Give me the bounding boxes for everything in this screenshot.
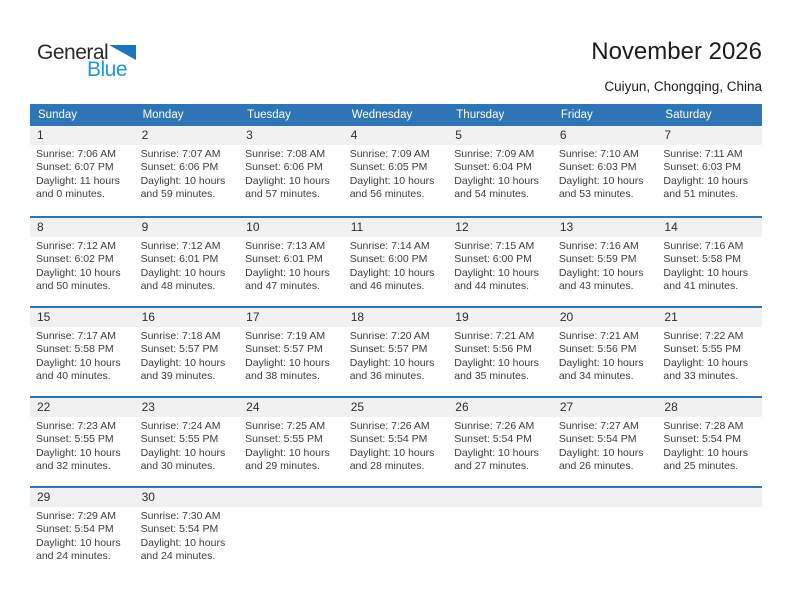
day-cell [657, 398, 762, 486]
day-info [36, 510, 131, 564]
day-cell [448, 398, 553, 486]
day-info-line: Sunrise: 7:29 AM [36, 510, 116, 522]
day-info-line: Daylight: 10 hours and 32 minutes. [36, 446, 121, 473]
day-info-line: Sunrise: 7:09 AM [454, 148, 535, 160]
logo-text-blue: Blue [87, 58, 128, 81]
day-info [454, 148, 549, 202]
day-info [245, 420, 340, 474]
day-cell [30, 398, 135, 486]
day-info [350, 240, 445, 294]
day-info-line: Daylight: 10 hours and 25 minutes. [663, 446, 749, 473]
calendar-week-row [30, 126, 762, 216]
day-info [663, 330, 758, 384]
day-info-line: Daylight: 10 hours and 54 minutes. [454, 174, 539, 201]
day-info [454, 240, 549, 294]
day-info-line: Sunset: 6:03 PM [558, 161, 637, 174]
day-info-line: Sunrise: 7:07 AM [140, 148, 221, 160]
day-number: 8 [37, 220, 44, 234]
day-info-line: Daylight: 10 hours and 24 minutes. [140, 536, 226, 563]
day-info-line: Sunset: 5:59 PM [558, 253, 637, 266]
day-cell [553, 398, 658, 486]
day-number: 13 [559, 220, 574, 234]
day-info-line: Sunrise: 7:17 AM [36, 330, 116, 342]
day-info-line: Sunset: 5:54 PM [349, 433, 428, 446]
day-cell [30, 218, 135, 306]
weekday-header-row [30, 104, 762, 126]
day-cell [553, 126, 658, 216]
page-title: November 2026 [591, 38, 762, 65]
day-info-line: Daylight: 10 hours and 34 minutes. [558, 356, 644, 383]
day-info [36, 148, 131, 202]
day-cell [657, 126, 762, 216]
day-info-line: Sunset: 5:55 PM [140, 433, 219, 446]
day-cell [135, 488, 240, 576]
day-cell [553, 218, 658, 306]
day-cell [30, 488, 135, 576]
day-info-line: Daylight: 10 hours and 27 minutes. [454, 446, 539, 473]
day-info [245, 148, 340, 202]
day-info [245, 330, 340, 384]
day-info-line: Sunrise: 7:12 AM [140, 240, 221, 252]
day-cell [239, 218, 344, 306]
day-info-line: Sunrise: 7:14 AM [349, 240, 430, 252]
day-number: 23 [141, 400, 155, 414]
day-info-line: Daylight: 10 hours and 59 minutes. [140, 174, 226, 201]
day-info-line: Daylight: 10 hours and 44 minutes. [454, 266, 539, 293]
day-info-line: Sunset: 5:56 PM [558, 343, 637, 356]
calendar-week-row [30, 486, 762, 576]
day-info-line: Daylight: 10 hours and 47 minutes. [245, 266, 330, 293]
day-info-line: Daylight: 10 hours and 53 minutes. [558, 174, 644, 201]
day-number: 7 [664, 128, 672, 142]
day-info [663, 240, 758, 294]
day-info-line: Daylight: 10 hours and 35 minutes. [454, 356, 539, 383]
day-info-line: Daylight: 10 hours and 46 minutes. [349, 266, 435, 293]
day-info-line: Daylight: 10 hours and 39 minutes. [140, 356, 226, 383]
day-number: 14 [664, 220, 678, 234]
day-info-line: Sunset: 5:54 PM [663, 433, 742, 446]
day-info-line: Daylight: 10 hours and 57 minutes. [245, 174, 330, 201]
day-info-line: Daylight: 10 hours and 56 minutes. [349, 174, 435, 201]
day-info-line: Daylight: 10 hours and 33 minutes. [663, 356, 749, 383]
day-info-line: Sunset: 6:00 PM [349, 253, 428, 266]
calendar-week-row [30, 216, 762, 306]
day-cell [135, 308, 240, 396]
day-info-line: Sunset: 5:57 PM [349, 343, 428, 356]
day-info-line: Sunrise: 7:16 AM [663, 240, 744, 252]
day-cell [657, 308, 762, 396]
day-info [454, 330, 549, 384]
day-cell [344, 218, 449, 306]
day-number: 21 [664, 310, 678, 324]
day-number: 1 [37, 128, 44, 142]
day-number: 20 [559, 310, 574, 324]
day-number: 4 [350, 128, 358, 142]
day-info [141, 420, 236, 474]
day-info-line: Sunrise: 7:13 AM [245, 240, 326, 252]
day-number: 28 [664, 400, 678, 414]
day-info-line: Sunset: 5:57 PM [245, 343, 323, 356]
day-cell [448, 308, 553, 396]
day-info-line: Sunrise: 7:15 AM [454, 240, 535, 252]
day-number: 29 [37, 490, 51, 504]
day-info-line: Sunset: 5:55 PM [663, 343, 742, 356]
day-info [141, 510, 236, 564]
day-info [350, 330, 445, 384]
day-number: 9 [141, 220, 149, 234]
day-number: 30 [141, 490, 155, 504]
day-info [36, 420, 131, 474]
empty-day-cell [239, 488, 344, 576]
day-info-line: Sunset: 6:02 PM [36, 253, 114, 266]
day-info-line: Sunset: 5:54 PM [558, 433, 637, 446]
day-cell [135, 126, 240, 216]
weekday-header-thursday: Thursday [456, 109, 505, 121]
day-info-line: Sunrise: 7:16 AM [558, 240, 639, 252]
day-info-line: Daylight: 10 hours and 26 minutes. [558, 446, 644, 473]
day-number: 11 [350, 220, 364, 234]
day-number: 3 [246, 128, 253, 142]
day-info-line: Sunrise: 7:09 AM [349, 148, 430, 160]
day-info-line: Sunset: 5:57 PM [140, 343, 219, 356]
day-info-line: Sunrise: 7:26 AM [349, 420, 430, 432]
day-info-line: Sunset: 5:58 PM [36, 343, 114, 356]
day-info-line: Sunset: 5:55 PM [245, 433, 323, 446]
day-cell [135, 398, 240, 486]
day-info-line: Sunrise: 7:22 AM [663, 330, 744, 342]
empty-day-cell [344, 488, 449, 576]
weekday-header-monday: Monday [142, 109, 184, 121]
day-info-line: Sunset: 5:54 PM [36, 523, 114, 536]
day-info-line: Daylight: 10 hours and 41 minutes. [663, 266, 749, 293]
weekday-header-tuesday: Tuesday [247, 109, 291, 121]
day-info-line: Daylight: 10 hours and 24 minutes. [36, 536, 121, 563]
page-subtitle: Cuiyun, Chongqing, China [604, 79, 762, 94]
day-cell [553, 308, 658, 396]
day-info-line: Daylight: 10 hours and 40 minutes. [36, 356, 121, 383]
day-info-line: Sunrise: 7:19 AM [245, 330, 326, 342]
day-number: 19 [455, 310, 469, 324]
day-info-line: Sunset: 6:00 PM [454, 253, 532, 266]
day-info-line: Sunrise: 7:12 AM [36, 240, 116, 252]
day-info-line: Daylight: 11 hours and 0 minutes. [36, 174, 120, 201]
day-info [559, 420, 654, 474]
day-info-line: Sunrise: 7:11 AM [663, 148, 743, 160]
day-info-line: Sunset: 5:58 PM [663, 253, 742, 266]
empty-day-cell [657, 488, 762, 576]
day-info-line: Daylight: 10 hours and 28 minutes. [349, 446, 435, 473]
day-info-line: Sunset: 6:01 PM [140, 253, 219, 266]
weekday-header-saturday: Saturday [665, 109, 712, 121]
day-info-line: Daylight: 10 hours and 50 minutes. [36, 266, 121, 293]
day-number: 5 [455, 128, 462, 142]
day-info-line: Sunrise: 7:28 AM [663, 420, 744, 432]
day-cell [239, 126, 344, 216]
day-info-line: Daylight: 10 hours and 30 minutes. [140, 446, 226, 473]
day-info-line: Sunrise: 7:24 AM [140, 420, 221, 432]
day-cell [239, 398, 344, 486]
calendar-week-row [30, 396, 762, 486]
calendar [30, 104, 762, 576]
day-info-line: Sunrise: 7:23 AM [36, 420, 116, 432]
day-number: 17 [246, 310, 260, 324]
day-number: 26 [455, 400, 469, 414]
day-number: 27 [559, 400, 574, 414]
day-info-line: Sunrise: 7:18 AM [140, 330, 221, 342]
weekday-header-sunday: Sunday [38, 109, 78, 121]
day-info-line: Sunset: 5:54 PM [140, 523, 219, 536]
day-info-line: Sunset: 5:56 PM [454, 343, 532, 356]
day-info-line: Sunrise: 7:27 AM [558, 420, 639, 432]
day-info-line: Sunrise: 7:20 AM [349, 330, 430, 342]
day-number: 16 [141, 310, 155, 324]
day-info-line: Sunset: 6:06 PM [245, 161, 323, 174]
day-info [36, 330, 131, 384]
day-info [559, 148, 654, 202]
day-info-line: Sunrise: 7:21 AM [454, 330, 535, 342]
empty-day-cell [553, 488, 658, 576]
day-info-line: Sunrise: 7:08 AM [245, 148, 326, 160]
day-cell [344, 398, 449, 486]
logo-text-general: General [37, 41, 109, 64]
day-info-line: Sunrise: 7:21 AM [558, 330, 639, 342]
day-info [245, 240, 340, 294]
calendar-weeks [30, 126, 762, 576]
day-info [559, 240, 654, 294]
day-cell [344, 308, 449, 396]
day-info-line: Sunrise: 7:10 AM [558, 148, 639, 160]
day-cell [448, 126, 553, 216]
logo [37, 42, 136, 79]
day-cell [239, 308, 344, 396]
day-info-line: Daylight: 10 hours and 51 minutes. [663, 174, 749, 201]
day-info [350, 420, 445, 474]
day-info [454, 420, 549, 474]
day-info [36, 240, 131, 294]
day-info-line: Sunset: 6:01 PM [245, 253, 323, 266]
day-info-line: Daylight: 10 hours and 48 minutes. [140, 266, 226, 293]
day-info [663, 420, 758, 474]
day-info-line: Sunrise: 7:26 AM [454, 420, 535, 432]
day-number: 6 [559, 128, 567, 142]
day-cell [448, 218, 553, 306]
day-info-line: Sunrise: 7:25 AM [245, 420, 326, 432]
day-info-line: Sunset: 5:55 PM [36, 433, 114, 446]
day-info [350, 148, 445, 202]
day-info [141, 330, 236, 384]
day-number: 22 [37, 400, 51, 414]
day-info-line: Sunset: 6:06 PM [140, 161, 219, 174]
day-info-line: Sunset: 6:03 PM [663, 161, 742, 174]
day-info [559, 330, 654, 384]
day-number: 15 [37, 310, 51, 324]
day-info [663, 148, 758, 202]
day-info [141, 240, 236, 294]
day-number: 2 [141, 128, 149, 142]
day-number: 12 [455, 220, 469, 234]
day-cell [30, 308, 135, 396]
day-number: 18 [350, 310, 365, 324]
day-number: 25 [350, 400, 365, 414]
day-cell [135, 218, 240, 306]
day-info-line: Sunset: 6:05 PM [349, 161, 428, 174]
day-info-line: Sunset: 5:54 PM [454, 433, 532, 446]
day-number: 10 [246, 220, 260, 234]
day-cell [657, 218, 762, 306]
day-info-line: Sunset: 6:04 PM [454, 161, 532, 174]
day-info-line: Daylight: 10 hours and 38 minutes. [245, 356, 330, 383]
empty-day-cell [448, 488, 553, 576]
day-info-line: Sunrise: 7:06 AM [36, 148, 116, 160]
day-number: 24 [246, 400, 260, 414]
day-info [141, 148, 236, 202]
weekday-header-friday: Friday [560, 109, 593, 121]
day-info-line: Sunrise: 7:30 AM [140, 510, 221, 522]
day-info-line: Daylight: 10 hours and 36 minutes. [349, 356, 435, 383]
day-info-line: Daylight: 10 hours and 29 minutes. [245, 446, 330, 473]
day-info-line: Sunset: 6:07 PM [36, 161, 114, 174]
day-cell [344, 126, 449, 216]
calendar-week-row [30, 306, 762, 396]
day-cell [30, 126, 135, 216]
day-info-line: Daylight: 10 hours and 43 minutes. [558, 266, 644, 293]
weekday-header-wednesday: Wednesday [351, 109, 413, 121]
